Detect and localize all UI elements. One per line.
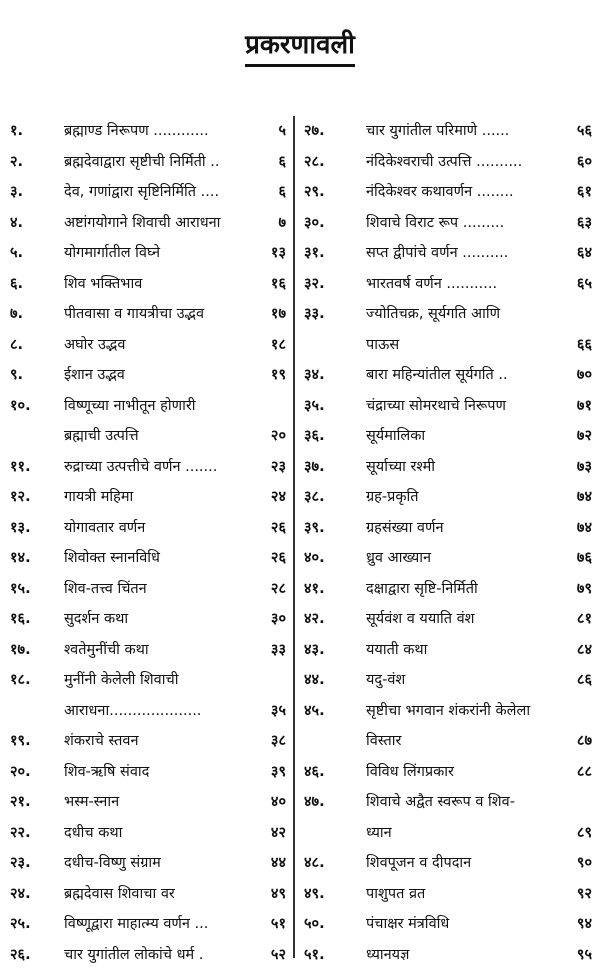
toc-entry-number: ४१. [304, 580, 325, 597]
toc-entry-page: २० [270, 428, 286, 444]
title-text: प्रकरणावली [245, 30, 355, 60]
toc-entry-page: ८१ [576, 611, 592, 627]
title-wrap [241, 28, 359, 67]
toc-entry-line [10, 177, 288, 207]
toc-entry-title: ब्रह्मदेवाद्वारा सृष्टीची निर्मिती .. [64, 153, 220, 170]
toc-entry-line [304, 940, 594, 970]
toc-entry-line [304, 116, 594, 146]
toc-entry-number: २३. [10, 855, 31, 871]
toc-entry-page: ३० [270, 611, 286, 627]
toc-entry-line [304, 147, 594, 177]
toc-entry-line [304, 574, 594, 604]
toc-entry-number: ४०. [304, 550, 325, 566]
toc-entry-number: १. [10, 123, 24, 139]
toc-entry-title: सप्त द्वीपांचे वर्णन .......... [366, 245, 509, 261]
toc-entry-number: ८. [10, 336, 24, 353]
toc-entry-number: ३३. [304, 306, 325, 322]
toc-entry-title: यदु-वंश [366, 672, 406, 688]
toc-entry-title: पीतवासा व गायत्रीचा उद्भव [64, 306, 205, 322]
toc-entry-page: ४४ [270, 855, 286, 871]
toc-entry-title: सुदर्शन कथा [64, 611, 129, 627]
toc-entry-title: ध्यान [366, 824, 392, 841]
toc-entry-title: सृष्टीचा भगवान शंकरांनी केलेला [366, 702, 531, 719]
toc-entry-number: ३०. [304, 214, 325, 231]
toc-entry-line [10, 391, 288, 421]
toc-entry-number: ३८. [304, 489, 325, 505]
toc-entry-title: भस्म-स्नान [64, 794, 120, 810]
toc-entry-number: ११. [10, 458, 31, 475]
toc-entry-title: अघोर उद्भव [64, 336, 126, 353]
toc-entry-title: चार युगांतील लोकांचे धर्म . [64, 946, 204, 963]
toc-entry-title: ब्रह्मदेवास शिवाचा वर [64, 885, 175, 902]
toc-entry-line [10, 421, 288, 451]
toc-entry-number: १९. [10, 733, 31, 749]
toc-entry-number: ३. [10, 184, 24, 200]
toc-entry-line [304, 635, 594, 665]
toc-entry-line [304, 787, 594, 817]
toc-entry-line [304, 726, 594, 756]
toc-entry-page: ३३ [270, 641, 286, 658]
toc-entry-page: ६० [576, 153, 592, 170]
toc-entry-number: १२. [10, 489, 31, 505]
toc-entry-line [10, 818, 288, 848]
toc-entry-page: १९ [270, 367, 286, 383]
toc-entry-line [10, 604, 288, 634]
toc-entry-page: ३९ [270, 763, 286, 780]
toc-entry-page: १७ [270, 306, 286, 322]
page-title [0, 28, 600, 67]
toc-entry-number: ५१. [304, 946, 325, 963]
toc-entry-page: ८४ [576, 641, 592, 658]
toc-entry-page: ७३ [576, 458, 592, 475]
column-divider [293, 116, 295, 958]
toc-entry-number: २६. [10, 946, 31, 963]
toc-entry-line [304, 513, 594, 543]
toc-entry-title: विष्णूद्वारा माहात्म्य वर्णन ... [64, 916, 209, 932]
toc-entry-number: ३४. [304, 367, 325, 383]
toc-entry-number: ३५. [304, 397, 325, 414]
toc-entry-number: ५. [10, 245, 24, 261]
toc-entry-line [304, 177, 594, 207]
toc-entry-title: सूर्यवंश व ययाति वंश [366, 611, 475, 627]
toc-entry-line [10, 482, 288, 512]
toc-entry-line [304, 269, 594, 299]
toc-entry-title: रुद्राच्या उत्पत्तीचे वर्णन ....... [64, 458, 218, 475]
toc-entry-page: ६ [278, 184, 286, 200]
toc-entry-title: दधीच-विष्णु संग्राम [64, 855, 161, 871]
toc-entry-page: २४ [270, 489, 286, 505]
toc-entry-title: गायत्री महिमा [64, 489, 134, 505]
toc-entry-line [10, 909, 288, 939]
toc-entry-title: सूर्याच्या रश्मी [366, 458, 436, 475]
toc-entry-title: शिवपूजन व दीपदान [366, 855, 472, 871]
toc-entry-number: २५. [10, 916, 31, 932]
toc-column-right [304, 116, 594, 963]
toc-entry-number: ९. [10, 367, 24, 383]
toc-entry-line [304, 604, 594, 634]
toc-entry-number: ४८. [304, 855, 325, 871]
toc-entry-line [10, 757, 288, 787]
toc-entry-line [304, 909, 594, 939]
toc-entry-number: १५. [10, 580, 31, 597]
toc-entry-line [304, 818, 594, 848]
toc-entry-number: १०. [10, 397, 31, 414]
toc-entry-page: ७४ [576, 519, 592, 536]
toc-entry-line [10, 238, 288, 268]
toc-entry-line [10, 360, 288, 390]
toc-entry-line [304, 238, 594, 268]
toc-entry-title: चार युगांतील परिमाणे ...... [366, 123, 510, 139]
toc-entry-line [10, 299, 288, 329]
toc-entry-title: ध्यानयज्ञ [366, 946, 410, 963]
toc-entry-line [10, 208, 288, 238]
toc-entry-number: ४२. [304, 611, 325, 627]
toc-entry-number: ३६. [304, 428, 325, 444]
toc-entry-title: मुनींनी केलेली शिवाची [64, 672, 179, 688]
toc-entry-line [304, 330, 594, 360]
toc-entry-title: नंदिकेश्वर कथावर्णन ........ [366, 184, 514, 200]
toc-entry-page: ७४ [576, 489, 592, 505]
toc-entry-page: ४० [270, 794, 286, 810]
toc-entry-line [10, 330, 288, 360]
toc-entry-line [304, 421, 594, 451]
toc-entry-number: २०. [10, 763, 31, 780]
toc-entry-number: ४७. [304, 794, 325, 810]
toc-entry-page: ८९ [576, 824, 592, 841]
toc-entry-number: ५०. [304, 916, 325, 932]
toc-entry-title: दक्षाद्वारा सृष्टि-निर्मिती [366, 580, 478, 597]
toc-entry-page: २६ [270, 550, 286, 566]
toc-entry-number: ३९. [304, 519, 325, 536]
toc-entry-line [10, 147, 288, 177]
toc-entry-number: ३२. [304, 275, 325, 292]
toc-entry-page: २६ [270, 519, 286, 536]
toc-entry-title: ज्योतिचक्र, सूर्यगति आणि [366, 306, 501, 322]
toc-entry-number: ४. [10, 214, 24, 231]
toc-entry-page: २८ [270, 580, 286, 597]
toc-entry-page: ५१ [270, 916, 286, 932]
toc-entry-page: ७१ [576, 397, 592, 414]
toc-entry-number: ४५. [304, 702, 325, 719]
toc-entry-number: २७. [304, 123, 325, 139]
toc-entry-title: देव, गणांद्वारा सृष्टिनिर्मिति .... [64, 184, 220, 200]
toc-entry-title: विविध लिंगप्रकार [366, 763, 454, 780]
toc-entry-number: २८. [304, 153, 325, 170]
toc-entry-title: अष्टांगयोगाने शिवाची आराधना [64, 214, 221, 231]
toc-entry-number: ३१. [304, 245, 325, 261]
toc-entry-title: विष्णूच्या नाभीतून होणारी [64, 397, 196, 414]
toc-entry-line [10, 696, 288, 726]
toc-entry-number: ४६. [304, 763, 325, 780]
toc-entry-page: ४२ [270, 824, 286, 841]
toc-entry-line [304, 208, 594, 238]
toc-entry-title: योगमार्गातील विघ्ने [64, 245, 161, 261]
toc-entry-line [10, 665, 288, 695]
toc-entry-page: ९५ [576, 946, 592, 963]
toc-entry-number: १३. [10, 519, 31, 536]
toc-entry-page: ६ [278, 153, 286, 170]
toc-entry-page: ७२ [576, 428, 592, 444]
toc-entry-title: ग्रह-प्रकृति [366, 489, 419, 505]
toc-entry-title: शंकराचे स्तवन [64, 733, 139, 749]
toc-entry-line [10, 940, 288, 970]
toc-entry-number: ६. [10, 275, 24, 292]
toc-entry-title: सूर्यमालिका [366, 428, 426, 444]
toc-entry-page: ६५ [576, 275, 592, 292]
toc-entry-line [10, 879, 288, 909]
toc-entry-title: भारतवर्ष वर्णन ........... [366, 275, 498, 292]
toc-entry-title: नंदिकेश्वराची उत्पत्ति .......... [366, 153, 523, 170]
toc-entry-line [10, 574, 288, 604]
toc-entry-page: १६ [270, 275, 286, 292]
toc-entry-line [10, 543, 288, 573]
toc-entry-line [304, 848, 594, 878]
toc-entry-title: ब्रह्माची उत्पत्ति [64, 428, 139, 444]
toc-entry-line [304, 696, 594, 726]
toc-entry-number: २. [10, 153, 24, 170]
toc-entry-title: पंचाक्षर मंत्रविधि [366, 916, 450, 932]
toc-entry-page: ६४ [576, 245, 592, 261]
toc-entry-number: २४. [10, 885, 31, 902]
toc-entry-title: शिव-तत्त्व चिंतन [64, 580, 147, 597]
toc-entry-page: ८६ [576, 672, 592, 688]
toc-entry-title: शिवाचे विराट रूप ......... [366, 214, 505, 231]
toc-entry-number: ४३. [304, 641, 325, 658]
toc-entry-title: शिवाचे अद्वैत स्वरूप व शिव- [366, 794, 515, 810]
toc-entry-title: विस्तार [366, 733, 402, 749]
toc-entry-page: ८७ [576, 733, 592, 749]
toc-entry-line [304, 665, 594, 695]
toc-entry-line [304, 482, 594, 512]
toc-entry-page: ९० [576, 855, 592, 871]
toc-entry-number: १४. [10, 550, 31, 566]
toc-entry-page: ५ [278, 123, 286, 139]
toc-entry-title: ग्रहसंख्या वर्णन [366, 519, 444, 536]
toc-entry-line [304, 391, 594, 421]
toc-entry-title: ब्रह्माण्ड निरूपण ............ [64, 123, 209, 139]
toc-entry-line [304, 360, 594, 390]
toc-entry-title: शिव भक्तिभाव [64, 275, 143, 292]
toc-entry-line [10, 787, 288, 817]
toc-entry-page: ८८ [576, 763, 592, 780]
toc-entry-page: ५२ [270, 946, 286, 963]
toc-entry-page: ७० [576, 367, 592, 383]
toc-entry-page: १३ [270, 245, 286, 261]
toc-entry-title: पाशुपत व्रत [366, 885, 426, 902]
toc-entry-line [304, 543, 594, 573]
toc-entry-title: योगावतार वर्णन [64, 519, 146, 536]
toc-entry-line [304, 757, 594, 787]
toc-entry-line [10, 848, 288, 878]
toc-entry-line [304, 299, 594, 329]
toc-entry-title: पाऊस [366, 336, 400, 353]
toc-entry-number: १८. [10, 672, 31, 688]
toc-entry-page: ५६ [576, 123, 592, 139]
toc-entry-line [304, 452, 594, 482]
toc-entry-title: आराधना.................... [64, 702, 202, 719]
toc-entry-page: ९४ [576, 916, 592, 932]
toc-entry-line [10, 513, 288, 543]
toc-entry-line [10, 269, 288, 299]
toc-entry-title: ध्रुव आख्यान [366, 550, 432, 566]
toc-entry-line [10, 726, 288, 756]
toc-entry-page: ७९ [576, 580, 592, 597]
toc-entry-page: ६३ [576, 214, 592, 231]
title-underline [245, 64, 355, 67]
toc-entry-number: १७. [10, 641, 31, 658]
toc-entry-page: २३ [270, 458, 286, 475]
toc-entry-title: श्वतेमुनींची कथा [64, 641, 149, 658]
toc-entry-page: ४९ [270, 885, 286, 902]
toc-entry-page: १८ [270, 336, 286, 353]
toc-entry-page: ९२ [576, 885, 592, 902]
toc-entry-number: ३७. [304, 458, 325, 475]
toc-entry-line [10, 452, 288, 482]
toc-column-left [10, 116, 288, 963]
toc-entry-title: शिव-ऋषि संवाद [64, 763, 150, 780]
toc-entry-page: ७६ [576, 550, 592, 566]
toc-entry-page: ३५ [270, 702, 286, 719]
toc-entry-number: ७. [10, 306, 24, 322]
toc-entry-title: शिवोक्त स्नानविधि [64, 550, 160, 566]
toc-entry-title: ईशान उद्भव [64, 367, 125, 383]
toc-entry-page: ३८ [270, 733, 286, 749]
toc-entry-page: ६६ [576, 336, 592, 353]
toc-entry-number: २२. [10, 824, 31, 841]
toc-entry-page: ६१ [576, 184, 592, 200]
toc-entry-title: ययाती कथा [366, 641, 428, 658]
toc-entry-number: १६. [10, 611, 31, 627]
toc-entry-title: दधीच कथा [64, 824, 123, 841]
toc-entry-title: बारा महिन्यांतील सूर्यगति .. [366, 367, 508, 383]
toc-entry-line [10, 635, 288, 665]
toc-entry-number: २१. [10, 794, 31, 810]
toc-entry-line [304, 879, 594, 909]
toc-entry-page: ७ [278, 214, 286, 231]
toc-entry-line [10, 116, 288, 146]
toc-entry-number: २९. [304, 184, 325, 200]
toc-entry-number: ४४. [304, 672, 325, 688]
toc-entry-number: ४९. [304, 885, 325, 902]
toc-entry-title: चंद्राच्या सोमरथाचे निरूपण [366, 397, 506, 414]
